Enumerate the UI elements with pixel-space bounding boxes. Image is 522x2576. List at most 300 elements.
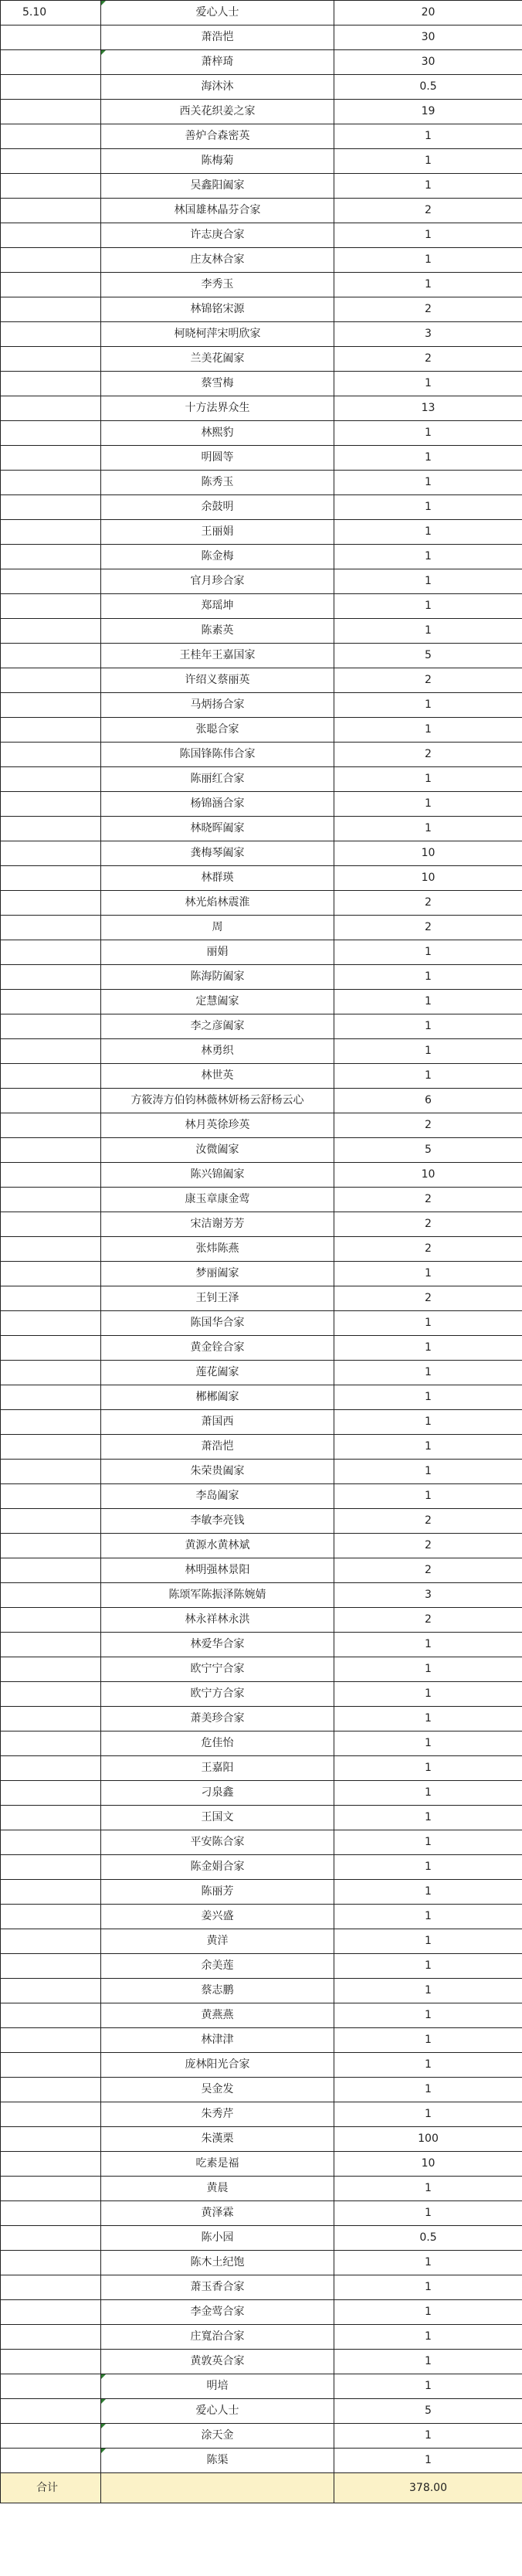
donor-name: 萧玉香合家 [101,2275,334,2300]
donation-row [1,297,522,322]
date-cell [1,100,101,124]
donation-row [1,2325,522,2350]
date-cell [1,174,101,199]
date-cell [1,495,101,520]
donation-amount: 20 [334,1,522,25]
donor-name: 刁泉鑫 [101,1781,334,1806]
donor-name: 西关花织姜之家 [101,100,334,124]
donor-name: 吴鑫阳阖家 [101,174,334,199]
donation-amount: 1 [334,1707,522,1731]
date-cell [1,718,101,743]
donation-row [1,743,522,767]
donation-row [1,520,522,545]
donation-row [1,2053,522,2078]
date-cell [1,1509,101,1534]
donor-name: 王嘉阳 [101,1756,334,1781]
date-cell [1,273,101,297]
donor-name: 宋洁谢芳芳 [101,1212,334,1237]
donor-name: 林国雄林晶芬合家 [101,199,334,223]
donation-amount: 2 [334,1188,522,1212]
donation-row [1,2102,522,2127]
donation-row [1,1212,522,1237]
date-cell [1,1756,101,1781]
donor-name: 爱心人士 [101,2399,334,2424]
date-cell [1,1979,101,2003]
date-cell [1,792,101,817]
donation-amount: 13 [334,396,522,421]
donor-name: 官月珍合家 [101,569,334,594]
date-cell [1,817,101,841]
date-cell [1,743,101,767]
donation-amount: 3 [334,322,522,347]
donor-name: 朱漢栗 [101,2127,334,2152]
date-cell [1,2177,101,2201]
donation-row [1,2003,522,2028]
date-cell [1,2226,101,2251]
donor-name: 王桂年王嘉国家 [101,644,334,668]
donation-amount: 1 [334,1830,522,1855]
donor-name: 林群瑛 [101,866,334,891]
date-cell [1,1905,101,1929]
donor-name: 陈金娟合家 [101,1855,334,1880]
donation-row [1,495,522,520]
donor-name: 柯晓柯萍宋明欣家 [101,322,334,347]
donation-row [1,569,522,594]
donation-row [1,1410,522,1435]
date-cell [1,2152,101,2177]
donation-row [1,1163,522,1188]
date-cell [1,841,101,866]
donation-row [1,1113,522,1138]
donation-amount: 1 [334,149,522,174]
donation-amount: 1 [334,1361,522,1385]
donation-amount: 30 [334,50,522,75]
date-cell [1,1954,101,1979]
donation-amount: 2 [334,743,522,767]
donor-name: 陈梅菊 [101,149,334,174]
date-cell [1,1830,101,1855]
donor-name: 陈颂军陈振泽陈婉婧 [101,1583,334,1608]
date-cell [1,2449,101,2473]
donation-amount: 1 [334,2177,522,2201]
donation-row [1,841,522,866]
donation-row [1,619,522,644]
donor-name: 林熙豹 [101,421,334,446]
donation-amount: 1 [334,1435,522,1460]
donor-name: 陈渠 [101,2449,334,2473]
donation-amount: 1 [334,223,522,248]
donor-name: 王国文 [101,1806,334,1830]
donation-row [1,1954,522,1979]
donation-amount: 10 [334,2152,522,2177]
donation-row [1,718,522,743]
donor-name: 庄寬治合家 [101,2325,334,2350]
donation-row [1,2399,522,2424]
donation-row [1,1855,522,1880]
date-cell [1,569,101,594]
date-cell [1,1336,101,1361]
donation-row [1,866,522,891]
donor-name: 兰美花阖家 [101,347,334,372]
donor-name: 林光焰林震淮 [101,891,334,916]
donor-name: 林永祥林永洪 [101,1608,334,1633]
donation-amount: 1 [334,1262,522,1286]
donation-row [1,396,522,421]
donation-row [1,2251,522,2275]
donation-amount: 1 [334,767,522,792]
date-cell [1,50,101,75]
donation-row [1,25,522,50]
donation-row [1,1460,522,1484]
date-cell [1,965,101,990]
donation-amount: 1 [334,940,522,965]
donation-row [1,1608,522,1633]
date-cell [1,1534,101,1558]
donation-row [1,1880,522,1905]
date-cell [1,1435,101,1460]
date-cell [1,1583,101,1608]
donation-row [1,1361,522,1385]
donor-name: 欧宁宁合家 [101,1657,334,1682]
date-cell [1,1558,101,1583]
donation-amount: 1 [334,1880,522,1905]
date-cell [1,396,101,421]
donation-amount: 1 [334,2078,522,2102]
date-cell [1,1163,101,1188]
donation-amount: 10 [334,866,522,891]
donation-row [1,1979,522,2003]
donor-name: 许绍义蔡丽英 [101,668,334,693]
donor-name: 黄晨 [101,2177,334,2201]
donor-name: 周 [101,916,334,940]
donor-name: 莲花阖家 [101,1361,334,1385]
date-cell [1,2424,101,2449]
donation-amount: 1 [334,2350,522,2374]
donation-row [1,1905,522,1929]
donor-name: 黄源水黄林斌 [101,1534,334,1558]
donation-row [1,50,522,75]
donation-amount: 5 [334,2399,522,2424]
donation-amount: 1 [334,1682,522,1707]
donation-row [1,1657,522,1682]
total-amount: 378.00 [334,2473,522,2503]
date-cell [1,1781,101,1806]
date-cell [1,2102,101,2127]
date-cell [1,1286,101,1311]
donation-row [1,1089,522,1113]
donation-amount: 1 [334,990,522,1014]
donation-amount: 2 [334,916,522,940]
date-cell [1,1484,101,1509]
donation-amount: 1 [334,2003,522,2028]
donor-name: 林世英 [101,1064,334,1089]
donation-amount: 2 [334,1237,522,1262]
donation-amount: 1 [334,2424,522,2449]
donation-row [1,1188,522,1212]
donor-name: 王丽娟 [101,520,334,545]
donation-amount: 2 [334,1286,522,1311]
donor-name: 蔡雪梅 [101,372,334,396]
donation-amount: 1 [334,545,522,569]
donation-amount: 1 [334,2251,522,2275]
donor-name: 萧国西 [101,1410,334,1435]
donation-amount: 2 [334,1509,522,1534]
date-cell [1,1361,101,1385]
date-cell [1,594,101,619]
donation-amount: 1 [334,2374,522,2399]
donation-row [1,767,522,792]
donor-name: 郑瑶坤 [101,594,334,619]
donor-name: 萧浩恺 [101,1435,334,1460]
donation-amount: 1 [334,2300,522,2325]
donor-name: 郴郴阖家 [101,1385,334,1410]
donation-amount: 2 [334,347,522,372]
donation-row [1,273,522,297]
donor-name: 林勇织 [101,1039,334,1064]
date-cell [1,940,101,965]
date-cell [1,1262,101,1286]
donation-row [1,1830,522,1855]
donation-row [1,322,522,347]
donor-name: 爱心人士 [101,1,334,25]
donor-name: 张聪合家 [101,718,334,743]
donor-name: 庄友林合家 [101,248,334,273]
donor-name: 张炜陈燕 [101,1237,334,1262]
donation-amount: 0.5 [334,2226,522,2251]
donation-row [1,2028,522,2053]
donation-row [1,1929,522,1954]
donation-row [1,1509,522,1534]
donation-amount: 19 [334,100,522,124]
donation-row [1,421,522,446]
donation-row [1,2350,522,2374]
donation-row [1,149,522,174]
date-cell [1,916,101,940]
date-cell [1,1460,101,1484]
donation-row [1,1014,522,1039]
date-cell [1,248,101,273]
donor-name: 黄燕燕 [101,2003,334,2028]
total-label: 合计 [1,2473,101,2503]
donor-name: 林津津 [101,2028,334,2053]
donation-amount: 1 [334,619,522,644]
donation-amount: 10 [334,1163,522,1188]
donor-name: 余美莲 [101,1954,334,1979]
date-cell [1,2201,101,2226]
donor-name: 王钊王泽 [101,1286,334,1311]
donation-row [1,1756,522,1781]
donation-row [1,248,522,273]
date-cell [1,990,101,1014]
donor-name: 汝微阖家 [101,1138,334,1163]
date-cell [1,1014,101,1039]
donation-amount: 1 [334,2325,522,2350]
donation-row [1,792,522,817]
donation-row [1,2226,522,2251]
donation-amount: 1 [334,1385,522,1410]
donation-row [1,2424,522,2449]
date-cell [1,1064,101,1089]
donation-amount: 100 [334,2127,522,2152]
donor-name: 涂天金 [101,2424,334,2449]
donation-amount: 1 [334,1905,522,1929]
date-cell [1,1089,101,1113]
donor-name: 吃素是福 [101,2152,334,2177]
donor-name: 萧美珍合家 [101,1707,334,1731]
donation-row [1,1558,522,1583]
date-cell [1,2300,101,2325]
donation-amount: 10 [334,841,522,866]
donation-row [1,75,522,100]
donor-name: 林月英徐珍英 [101,1113,334,1138]
donor-name: 杨锦涵合家 [101,792,334,817]
donation-amount: 2 [334,199,522,223]
date-cell [1,1212,101,1237]
date-cell [1,2028,101,2053]
donation-amount: 6 [334,1089,522,1113]
date-cell [1,25,101,50]
donation-amount: 1 [334,520,522,545]
donation-row [1,2078,522,2102]
total-row [1,2473,522,2503]
date-cell [1,2127,101,2152]
date-cell [1,2350,101,2374]
donation-amount: 1 [334,1410,522,1435]
date-cell [1,520,101,545]
donor-name: 平安陈合家 [101,1830,334,1855]
date-cell [1,421,101,446]
donation-amount: 1 [334,372,522,396]
donation-row [1,817,522,841]
donation-row [1,2300,522,2325]
donation-row [1,471,522,495]
donation-row [1,2374,522,2399]
donation-amount: 1 [334,1064,522,1089]
date-cell [1,1929,101,1954]
donation-amount: 2 [334,297,522,322]
donation-amount: 1 [334,2201,522,2226]
date-cell [1,75,101,100]
donation-row [1,1,522,25]
donor-name: 黄敦英合家 [101,2350,334,2374]
donor-name: 明培 [101,2374,334,2399]
donation-amount: 1 [334,471,522,495]
date-cell [1,1237,101,1262]
donation-amount: 1 [334,1014,522,1039]
donation-amount: 5 [334,1138,522,1163]
donor-name: 许志庚合家 [101,223,334,248]
donation-row [1,2127,522,2152]
donation-amount: 1 [334,1460,522,1484]
donor-name: 明圆等 [101,446,334,471]
donation-row [1,1336,522,1361]
date-cell [1,297,101,322]
date-cell [1,545,101,569]
donor-name: 庞林阳光合家 [101,2053,334,2078]
donation-row [1,1633,522,1657]
donation-row [1,545,522,569]
donation-amount: 1 [334,2275,522,2300]
donation-amount: 0.5 [334,75,522,100]
date-cell [1,767,101,792]
date-cell [1,1608,101,1633]
donation-row [1,1262,522,1286]
donation-amount: 1 [334,1929,522,1954]
donation-row [1,2275,522,2300]
donor-name: 陈丽红合家 [101,767,334,792]
donation-row [1,124,522,149]
donor-name: 余鼓明 [101,495,334,520]
donor-name: 陈素英 [101,619,334,644]
donor-name: 危佳怡 [101,1731,334,1756]
date-cell [1,1385,101,1410]
donation-row [1,1806,522,1830]
donor-name: 陈兴锦阖家 [101,1163,334,1188]
donation-amount: 1 [334,1781,522,1806]
date-cell [1,1311,101,1336]
donation-row [1,644,522,668]
donation-row [1,372,522,396]
donor-name: 黄洋 [101,1929,334,1954]
date-cell [1,693,101,718]
donation-amount: 1 [334,1484,522,1509]
donation-amount: 5 [334,644,522,668]
donation-row [1,1064,522,1089]
donation-amount: 1 [334,1633,522,1657]
date-cell [1,322,101,347]
donation-amount: 1 [334,1039,522,1064]
donation-amount: 1 [334,1731,522,1756]
donor-name: 黄泽霖 [101,2201,334,2226]
donation-amount: 1 [334,1979,522,2003]
date-cell [1,2399,101,2424]
donor-name: 陈金梅 [101,545,334,569]
donation-row [1,223,522,248]
donor-name: 陈木土纪饱 [101,2251,334,2275]
donation-amount: 1 [334,248,522,273]
donor-name: 李之彦阖家 [101,1014,334,1039]
donation-row [1,347,522,372]
date-cell [1,668,101,693]
date-cell [1,2251,101,2275]
date-cell [1,1731,101,1756]
total-name-cell [101,2473,334,2503]
date-cell [1,2003,101,2028]
donation-row [1,1707,522,1731]
date-cell [1,1113,101,1138]
date-cell [1,372,101,396]
donation-amount: 1 [334,718,522,743]
donation-row [1,1682,522,1707]
donor-name: 萧梓琦 [101,50,334,75]
date-cell [1,866,101,891]
donor-name: 定慧阖家 [101,990,334,1014]
donation-row [1,1435,522,1460]
donation-row [1,668,522,693]
date-cell [1,891,101,916]
donor-name: 朱秀芹 [101,2102,334,2127]
donor-name: 林爱华合家 [101,1633,334,1657]
date-cell [1,2374,101,2399]
donation-row [1,965,522,990]
date-cell [1,1138,101,1163]
donation-row [1,100,522,124]
donor-name: 方筱涛方伯钧林薇林妍杨云舒杨云心 [101,1089,334,1113]
donation-amount: 1 [334,446,522,471]
donation-amount: 1 [334,124,522,149]
donor-name: 陈丽芳 [101,1880,334,1905]
donor-name: 黄金铨合家 [101,1336,334,1361]
